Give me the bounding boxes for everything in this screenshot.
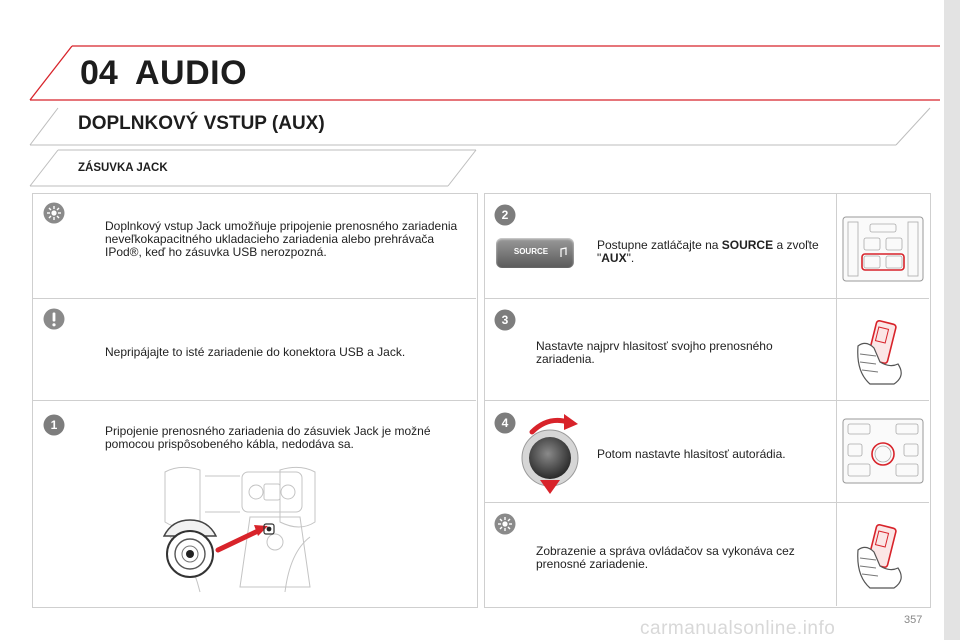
source-button-illustration (496, 238, 574, 268)
step-2-text-mid: a zvoľte " (597, 238, 819, 265)
left-divider-1 (33, 298, 476, 299)
chapter-title: AUDIO (135, 54, 248, 92)
step-2-number: 2 (501, 208, 509, 222)
info-sun-icon-right (494, 513, 516, 535)
step-2-badge (494, 204, 516, 226)
step-4-number: 4 (501, 416, 509, 430)
watermark: carmanualsonline.info (640, 618, 836, 639)
step-2-text-aux: AUX (601, 251, 627, 265)
right-divider-v3 (836, 400, 837, 502)
step-2-text-source: SOURCE (721, 238, 774, 252)
step-1-badge (43, 414, 65, 436)
console-jack-illustration (160, 462, 320, 598)
hand-portable-device-icon (850, 318, 910, 388)
step-4-text: Potom nastavte hlasitosť autorádia. (597, 447, 786, 461)
step-4-badge (494, 412, 516, 434)
info-note-left: Doplnkový vstup Jack umožňuje pripojenie prenosného zariadenia neveľkokapacitného ukladacieho zariadenia alebo prehrávača IPod®, keď ho zásuvka USB nerozpozná. (105, 219, 458, 259)
step-2-text (597, 239, 827, 265)
step-2-text-prefix: Postupne zatláčajte na (597, 238, 722, 252)
step-3-text: Nastavte najprv hlasitosť svojho prenosného zariadenia. (536, 339, 773, 366)
right-divider-v2 (836, 298, 837, 400)
warning-exclamation-icon (43, 308, 65, 330)
right-divider-v1 (836, 194, 837, 298)
music-note-icon (558, 247, 568, 259)
volume-knob-rotate-icon (518, 408, 586, 496)
source-button-label: SOURCE (513, 247, 549, 256)
left-divider-2 (33, 400, 476, 401)
right-divider-3 (485, 502, 929, 503)
warning-note: Nepripájajte to isté zariadenie do konektora USB a Jack. (105, 345, 406, 359)
step-1-number: 1 (50, 418, 58, 432)
right-divider-v4 (836, 502, 837, 606)
info-note-right: Zobrazenie a správa ovládačov sa vykonáva cez prenosné zariadenie. (536, 544, 795, 571)
step-1-text: Pripojenie prenosného zariadenia do zásuviek Jack je možné pomocou prispôsobeného kábla, nedodáva sa. (105, 424, 431, 451)
page-number: 357 (904, 614, 923, 626)
right-divider-1 (485, 298, 929, 299)
radio-panel-source-illustration (842, 216, 924, 282)
info-sun-icon (43, 202, 65, 224)
subsection-title: ZÁSUVKA JACK (78, 162, 168, 174)
chapter-number: 04 (80, 54, 118, 92)
step-3-number: 3 (501, 313, 509, 327)
step-2-text-suffix: ". (626, 251, 635, 265)
step-3-badge (494, 309, 516, 331)
radio-panel-volume-illustration (842, 418, 924, 484)
hand-portable-device-icon-2 (850, 522, 910, 592)
section-title: DOPLNKOVÝ VSTUP (AUX) (78, 113, 325, 134)
right-divider-2 (485, 400, 929, 401)
